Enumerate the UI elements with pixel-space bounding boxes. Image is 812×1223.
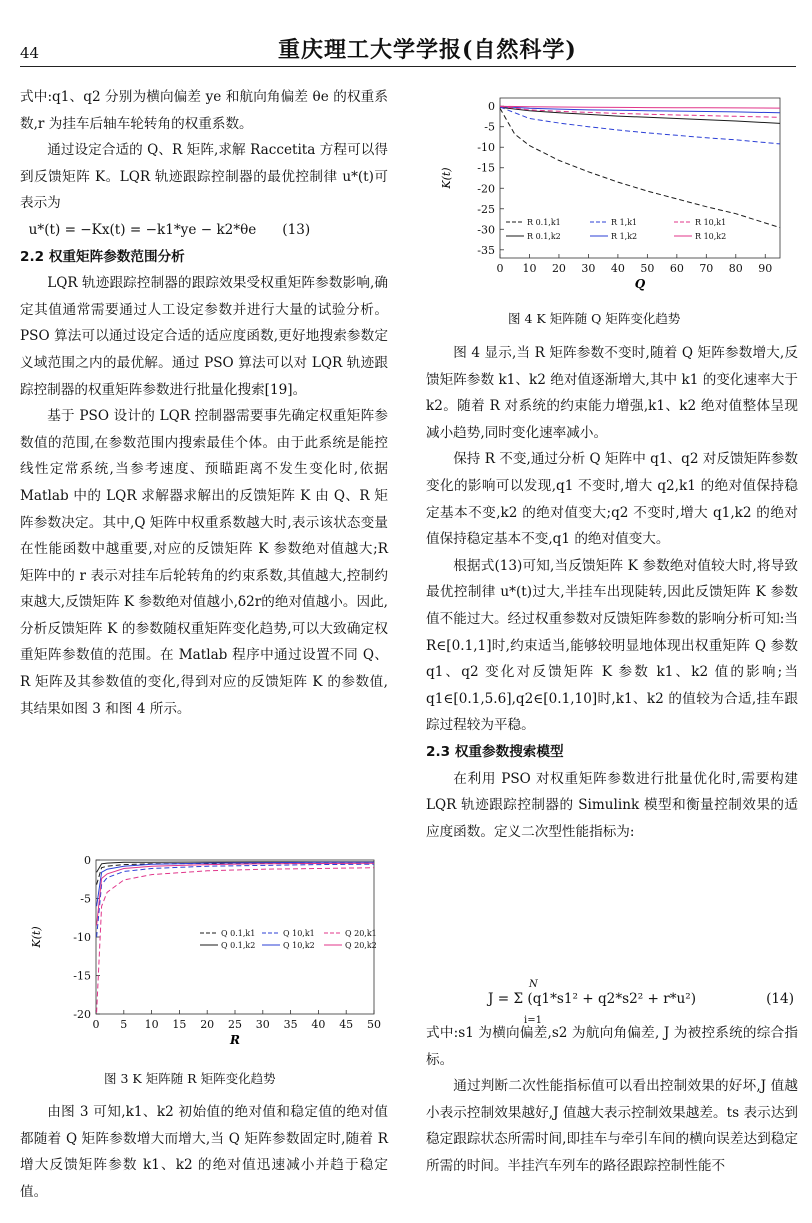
eq14-number: (14) [766,991,794,1007]
y-tick-label: -30 [477,223,495,237]
legend-label: R 1,k1 [611,218,638,227]
section-heading: 2.3 权重参数搜索模型 [426,743,564,760]
legend-label: Q 0.1,k1 [221,929,256,938]
legend-label: Q 20,k2 [345,941,377,950]
figure-3-chart [30,848,386,1064]
x-tick-label: 45 [339,1018,354,1031]
x-tick-label: 10 [522,262,537,275]
x-axis-label: R [230,1033,240,1047]
eq14-sum-upper: N [529,979,538,990]
eq14-sum-lower: i=1 [524,1015,542,1026]
x-tick-label: 0 [92,1018,100,1031]
paragraph: 通过设定合适的 Q、R 矩阵,求解 Raccetita 方程可以得到反馈矩阵 K。LQR 轨迹跟踪控制器的最优控制律 u*(t)可表示为 [20,142,388,212]
x-tick-label: 25 [228,1018,242,1031]
y-tick-label: -5 [80,892,91,906]
x-tick-label: 15 [172,1018,187,1031]
x-tick-label: 0 [496,262,504,275]
paragraph: 式中:s1 为横向偏差,s2 为航向角偏差, J 为被控系统的综合指标。 [426,1025,798,1068]
legend-label: R 10,k1 [695,218,727,227]
section-heading: 2.2 权重矩阵参数范围分析 [20,248,185,265]
y-tick-label: -5 [484,120,495,134]
y-tick-label: -20 [73,1008,91,1021]
eq14-body: J = Σ (q1*s1² + q2*s2² + r*u²) [488,991,697,1007]
legend-label: R 0.1,k1 [527,218,561,227]
y-tick-label: 0 [84,854,91,867]
y-tick-label: -10 [73,931,91,944]
y-tick-label: -10 [477,141,495,155]
y-tick-label: -25 [477,202,495,216]
figure-4-caption: 图 4 K 矩阵随 Q 矩阵变化趋势 [508,311,681,326]
legend-label: R 0.1,k2 [527,232,561,241]
x-tick-label: 50 [367,1018,381,1031]
x-tick-label: 30 [255,1018,270,1031]
x-axis-label: Q [634,277,646,291]
x-tick-label: 30 [581,262,596,275]
legend-label: R 10,k2 [695,232,727,241]
figure-4-chart [436,86,792,300]
y-axis-label: K(t) [30,926,43,948]
paragraph: 基于 PSO 设计的 LQR 控制器需要事先确定权重矩阵参数值的范围,在参数范围内搜索最佳个体。由于此系统是能控线性定常系统,当参考速度、预瞄距离不发生变化时,依据 Matlab 中的 LQR 求解器求解出的反馈矩阵 K 由 Q、R 矩阵参数决定。其中,Q 矩阵中权重系数越大时,表示该状态变量在性能函数中越重要,对应的反馈矩阵 K 参数绝对值越大;R 矩阵中的 r 表示对挂车后轮转角的约束系数,其值越大,控制约束越大,反馈矩阵 K 参数绝对值越小,δ2r的绝对值越小。因此,分析反馈矩阵 K 的参数随权重矩阵变化趋势,可以大致确定权重矩阵参数值的范围。在 Matlab 程序中通过设置不同 Q、R 矩阵及其参数值的变化,得到对应的反馈矩阵 K 的参数值,其结果如图 3 和图 4 所示。 [20,408,388,717]
legend-label: Q 10,k1 [283,929,315,938]
legend-label: Q 20,k1 [345,929,377,938]
y-tick-label: -15 [477,161,495,175]
left-column-continued [20,1099,388,1205]
y-axis-label: K(t) [440,167,453,189]
paragraph: LQR 轨迹跟踪控制器的跟踪效果受权重矩阵参数影响,确定其值通常需要通过人工设定参数并进行大量的试验分析。PSO 算法可以通过设定合适的适应度函数,更好地搜索参数定义域范围之内的最优解。通过 PSO 算法可以对 LQR 轨迹跟踪控制器的权重矩阵参数进行批量化搜索[19]。 [20,275,388,398]
y-tick-label: -35 [477,243,495,257]
y-tick-label: -15 [73,969,91,983]
x-tick-label: 10 [144,1018,159,1031]
legend-label: Q 10,k2 [283,941,315,950]
x-tick-label: 20 [551,262,566,275]
x-tick-label: 50 [640,262,655,275]
x-tick-label: 90 [758,262,773,275]
page-number: 44 [20,44,40,62]
paragraph: 图 4 显示,当 R 矩阵参数不变时,随着 Q 矩阵参数增大,反馈矩阵参数 k1、k2 绝对值逐渐增大,其中 k1 的变化速率大于 k2。随着 R 对系统的约束能力增强,k1、k2 绝对值整体呈现减小趋势,同时变化速率减小。 [426,345,798,441]
paragraph: 通过判断二次性能指标值可以看出控制效果的好坏,J 值越小表示控制效果越好,J 值越大表示控制效果越差。ts 表示达到稳定跟踪状态所需时间,即挂车与牵引车间的横向误差达到稳定所需的时间。半挂汽车列车的路径跟踪控制性能不 [426,1078,798,1174]
header-rule [20,66,796,67]
paragraph: 根据式(13)可知,当反馈矩阵 K 参数绝对值较大时,将导致最优控制律 u*(t)过大,半挂车出现陡转,因此反馈矩阵 K 参数值不能过大。经过权重参数对反馈矩阵参数的影响分析可知:当R∈[0.1,1]时,约束适当,能够较明显地体现出权重矩阵 Q 参数 q1、q2 变化对反馈矩阵 K 参数 k1、k2 值的影响;当 q1∈[0.1,5.6],q2∈[0.1,10]时,k1、k2 的值较为合适,挂车跟踪过程较为平稳。 [426,557,798,734]
x-tick-label: 20 [200,1018,215,1031]
legend-label: R 1,k2 [611,232,638,241]
left-column [20,84,388,722]
x-tick-label: 5 [120,1018,128,1031]
x-tick-label: 35 [283,1018,298,1031]
x-tick-label: 40 [311,1018,326,1031]
paragraph: 式中:q1、q2 分别为横向偏差 ye 和航向角偏差 θe 的权重系数,r 为挂车后轴车轮转角的权重系数。 [20,89,388,132]
x-tick-label: 40 [610,262,625,275]
right-column [426,340,798,845]
x-tick-label: 60 [669,262,684,275]
equation-13: u*(t) = −Kx(t) = −k1*ye − k2*θe (13) [20,221,311,238]
journal-title: 重庆理工大学学报(自然科学) [278,37,577,63]
figure-3-caption: 图 3 K 矩阵随 R 矩阵变化趋势 [104,1071,276,1086]
paragraph: 由图 3 可知,k1、k2 初始值的绝对值和稳定值的绝对值都随着 Q 矩阵参数增大而增大,当 Q 矩阵参数固定时,随着 R 增大反馈矩阵参数 k1、k2 的绝对值迅速减小并趋于稳定值。 [20,1104,388,1200]
y-tick-label: -20 [477,182,495,196]
paragraph: 在利用 PSO 对权重矩阵参数进行批量优化时,需要构建 LQR 轨迹跟踪控制器的 Simulink 模型和衡量控制效果的适应度函数。定义二次型性能指标为: [426,770,798,840]
paragraph: 保持 R 不变,通过分析 Q 矩阵中 q1、q2 对反馈矩阵参数变化的影响可以发现,q1 不变时,增大 q2,k1 的绝对值保持稳定基本不变,k2 的绝对值变大;q2 不变时,增大 q1,k2 的绝对值保持稳定基本不变,q1 的绝对值变大。 [426,451,798,548]
x-tick-label: 80 [728,262,743,275]
legend-label: Q 0.1,k2 [221,941,256,950]
y-tick-label: 0 [488,100,495,114]
right-column-continued [426,1020,798,1180]
x-tick-label: 70 [699,262,714,275]
